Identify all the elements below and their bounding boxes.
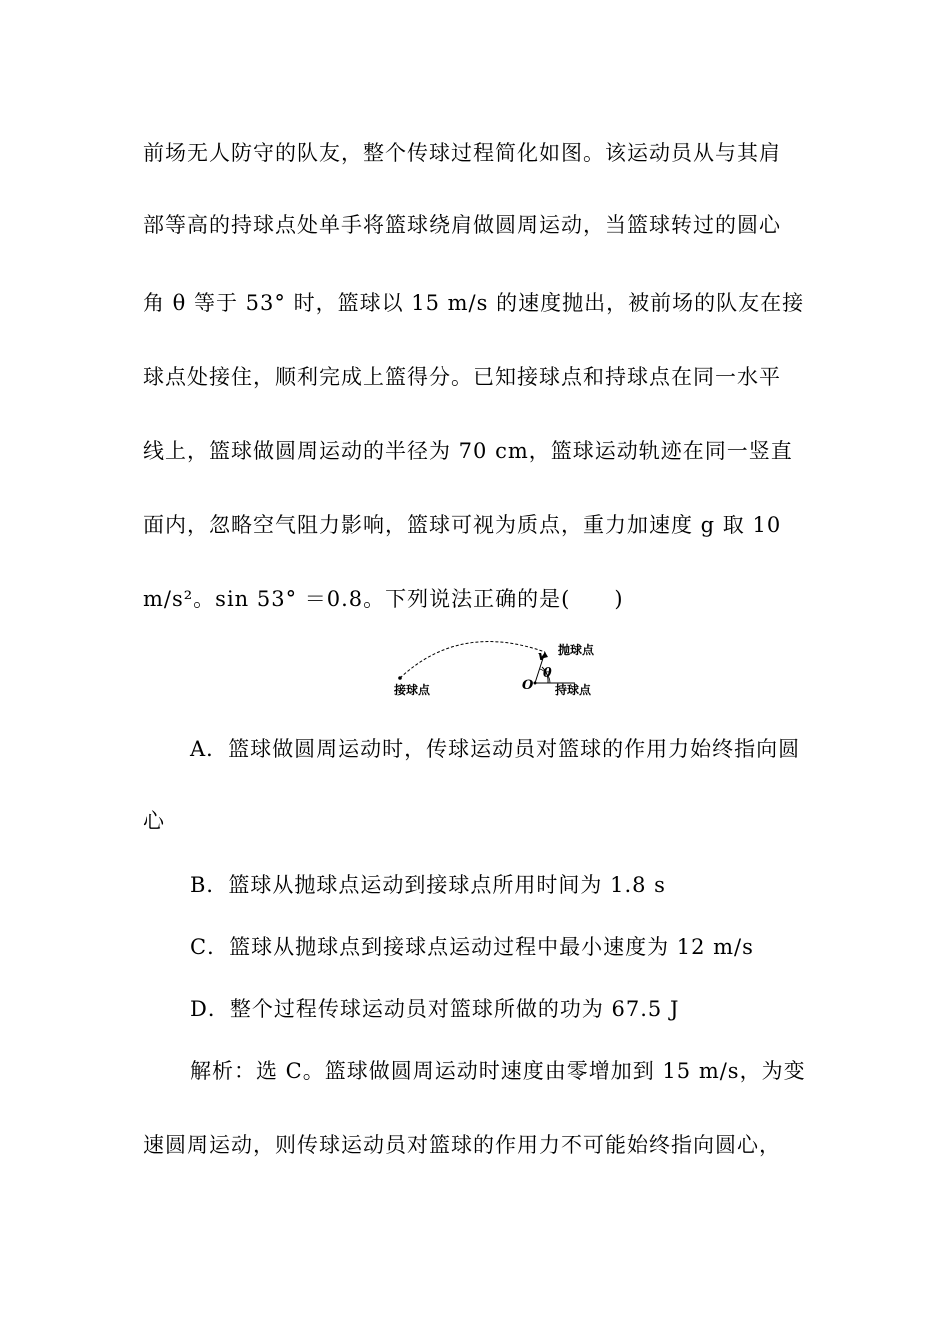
option-a-line-2: 心 <box>143 809 165 833</box>
catch-point-label: 接球点 <box>394 683 431 697</box>
throw-point-label: 抛球点 <box>558 643 595 657</box>
hold-point-label: 持球点 <box>555 683 592 697</box>
question-line-2: 部等高的持球点处单手将篮球绕肩做圆周运动，当篮球转过的圆心 <box>143 213 781 237</box>
option-b: B．篮球从抛球点运动到接球点所用时间为 1.8 s <box>190 873 666 897</box>
angle-label: θ <box>543 666 552 681</box>
catch-point-dot <box>398 676 402 680</box>
velocity-label: v <box>538 649 546 664</box>
question-line-1: 前场无人防守的队友，整个传球过程简化如图。该运动员从与其肩 <box>143 141 781 165</box>
question-line-7: m/s²。sin 53° ＝0.8。下列说法正确的是( ) <box>143 587 624 611</box>
question-line-3: 角 θ 等于 53° 时，篮球以 15 m/s 的速度抛出，被前场的队友在接 <box>143 291 805 315</box>
projectile-trajectory <box>400 642 545 678</box>
question-line-6: 面内，忽略空气阻力影响，篮球可视为质点，重力加速度 g 取 10 <box>143 513 782 537</box>
center-label: O <box>522 678 534 693</box>
option-d: D．整个过程传球运动员对篮球所做的功为 67.5 J <box>190 997 680 1021</box>
center-dot <box>534 682 537 685</box>
option-c: C．篮球从抛球点到接球点运动过程中最小速度为 12 m/s <box>190 935 754 959</box>
trajectory-figure <box>380 632 620 704</box>
question-line-5: 线上，篮球做圆周运动的半径为 70 cm，篮球运动轨迹在同一竖直 <box>143 439 793 463</box>
question-line-4: 球点处接住，顺利完成上篮得分。已知接球点和持球点在同一水平 <box>143 365 781 389</box>
analysis-line-1: 解析：选 C。篮球做圆周运动时速度由零增加到 15 m/s，为变 <box>190 1059 806 1083</box>
option-a-line-1: A．篮球做圆周运动时，传球运动员对篮球的作用力始终指向圆 <box>190 737 801 761</box>
analysis-line-2: 速圆周运动，则传球运动员对篮球的作用力不可能始终指向圆心， <box>143 1133 781 1157</box>
trajectory-diagram <box>380 632 620 704</box>
